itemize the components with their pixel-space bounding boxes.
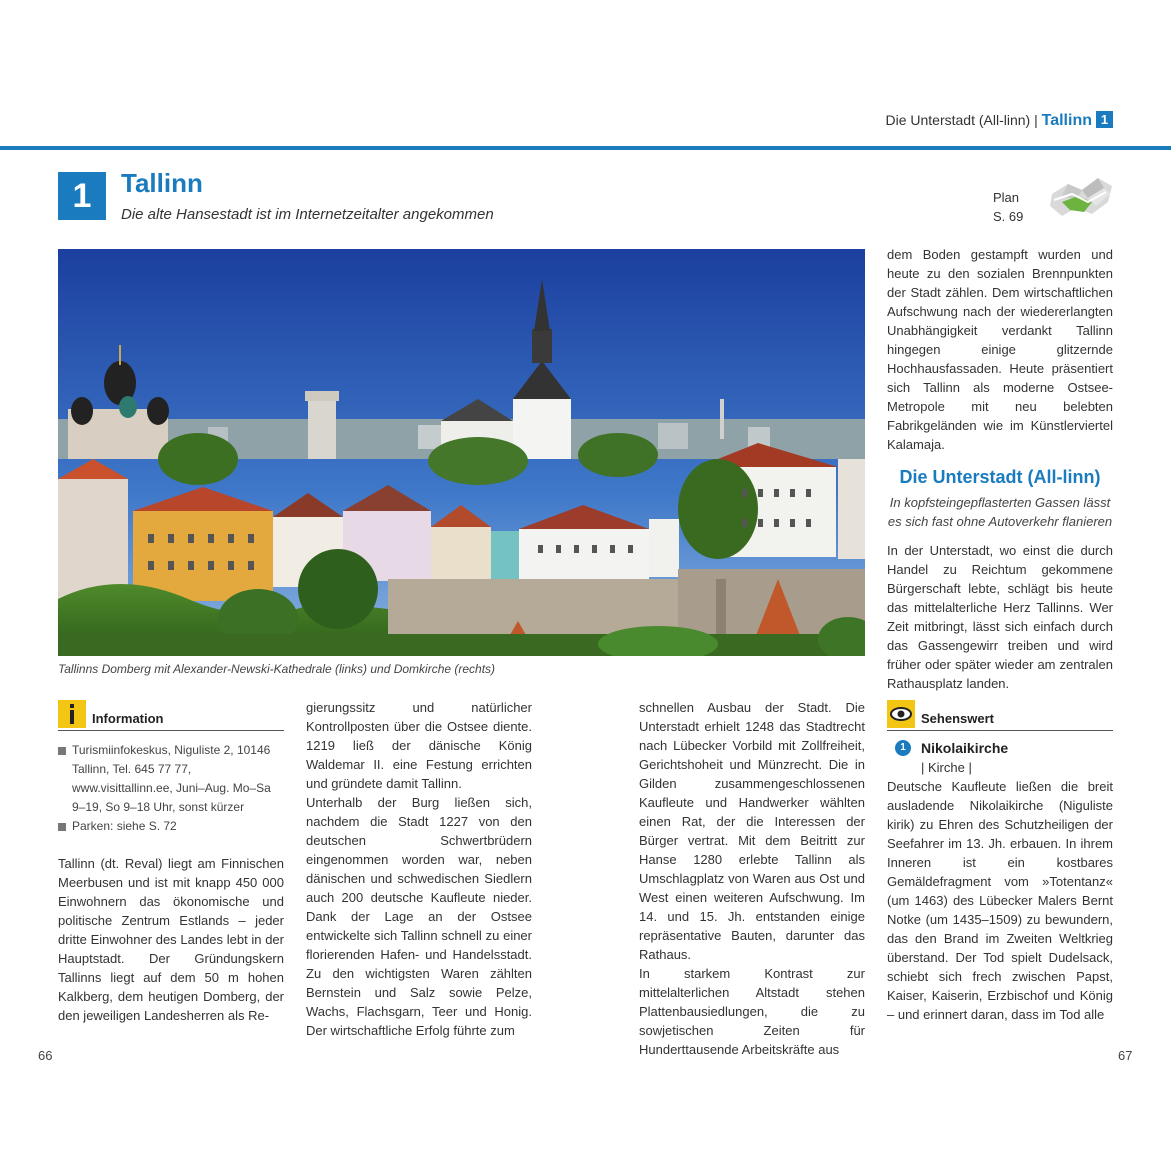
plan-reference	[993, 188, 1023, 226]
sight-name: Nikolaikirche	[921, 740, 1009, 756]
column-1	[58, 700, 284, 1025]
info-icon	[58, 700, 86, 728]
sights-box-label: Sehenswert	[921, 711, 994, 726]
running-head	[885, 111, 1113, 130]
info-list	[58, 741, 284, 836]
body-text-col3-p1: schnellen Ausbau der Stadt. Die Unterstadt erhielt 1248 das Stadtrecht nach Lübecker Vorbild mit Zollfreiheit, Gerichtshoheit und Münzrecht. Die in Gilden zusammengeschlossenen Kaufleute und Handwerker wählten einen Rat, der die Interessen der Bürger vertrat. Mit dem Beitritt zur Hanse 1280 erlebte Tallinn als Umschlagplatz von Waren aus Ost und West einen weiteren Aufschwung. Im 14. und 15. Jh. entstanden einige repräsentative Bauten, darunter das Rathaus.	[639, 700, 865, 962]
body-text-col1: Tallinn (dt. Reval) liegt am Finnischen Meerbusen und ist mit knapp 450 000 Einwohnern das ökonomische und politische Zentrum Estlands – jeder dritte Einwohner des Landes lebt in der Hauptstadt. Der Gründungskern Tallinns liegt auf dem 50 m hohen Kalkberg, dem heutigen Domberg, der den jeweiligen Landesherren als Re-	[58, 856, 284, 1023]
plan-label: Plan	[993, 190, 1020, 205]
chapter-number-badge: 1	[58, 172, 106, 220]
info-box-label: Information	[92, 711, 164, 726]
running-head-city: Tallinn	[1041, 112, 1092, 129]
running-head-chapter-badge: 1	[1096, 111, 1113, 128]
info-box-header	[58, 700, 284, 731]
running-head-section: Die Unterstadt (All-linn)	[885, 112, 1031, 128]
map-icon	[1048, 172, 1114, 222]
sight-heading	[887, 739, 1113, 759]
column-2	[306, 698, 532, 1040]
chapter-title: Tallinn	[121, 168, 203, 198]
column-4	[887, 245, 1113, 693]
page-number-left: 66	[38, 1048, 53, 1063]
sights-box-header	[887, 700, 1113, 731]
tallinn-panorama-photo	[58, 249, 865, 656]
chapter-subtitle: Die alte Hansestadt ist im Internetzeitalter angekommen	[121, 206, 494, 223]
section-text: In der Unterstadt, wo einst die durch Handel zu Reichtum gekommene Bürgerschaft lebte, schlägt bis heute das mittelalterliche Herz Tallinns. Wer Zeit mitbringt, lässt sich einfach durch das Gassengewirr treiben und wird früher oder später wieder am zentralen Rathausplatz landen.	[887, 543, 1113, 691]
column-3	[639, 698, 865, 1059]
page-number-right: 67	[1118, 1048, 1133, 1063]
body-text-col3-p2: In starkem Kontrast zur mittelalterlichen Altstadt stehen Plattenbausiedlungen, die zu sowjetischen Zeiten für Hunderttausende Arbeitskräfte aus	[639, 966, 865, 1057]
top-rule	[0, 146, 1171, 150]
plan-page: S. 69	[993, 209, 1024, 224]
sight-number-badge: 1	[895, 740, 911, 756]
section-heading: Die Unterstadt (All-linn)	[899, 467, 1101, 487]
section-subheading: In kopfsteingepflasterten Gassen lässt es sich fast ohne Autoverkehr flanieren	[887, 495, 1113, 529]
body-text-col2-p1: gierungssitz und natürlicher Kontrollposten über die Ostsee diente. 1219 ließ der dänische König Waldemar II. eine Festung errichten und gründete damit Tallinn.	[306, 700, 532, 791]
photo-caption: Tallinns Domberg mit Alexander-Newski-Kathedrale (links) und Domkirche (rechts)	[58, 662, 496, 676]
info-item: Turismiinfokeskus, Niguliste 2, 10146 Tallinn, Tel. 645 77 77, www.visittallinn.ee, Juni–Aug. Mo–Sa 9–19, So 9–18 Uhr, sonst kürzer	[58, 741, 284, 817]
sight-text: Deutsche Kaufleute ließen die breit ausladende Nikolaikirche (Niguliste kirik) zu Ehren des Schutzheiligen der Seefahrer im 13. Jh. erbauen. In ihrem Inneren ist ein kostbares Gemäldefragment vom »Totentanz« (um 1463) des Lübecker Malers Bernt Notke (um 1435–1509) zu bewundern, das den Brand im Zweiten Weltkrieg überstand. Der Tod spielt Dudelsack, schiebt sich frech zwischen Papst, Kaiser, Kaiserin, Erzbischof und König – und erinnert daran, dass im Tod alle	[887, 779, 1113, 1022]
body-text-col4-top: dem Boden gestampft wurden und heute zu den sozialen Brennpunkten der Stadt zählen. Dem wirtschaftlichen Aufschwung nach der wiedererlangten Unabhängigkeit verdankt Tallinn hingegen einige glitzernde Hochhausfassaden. Heute präsentiert sich Tallinn als moderne Ostsee-Metropole mit neu belebten Fabrikgeländen wie im Künstlerviertel Kalamaja.	[887, 247, 1113, 452]
eye-icon	[887, 700, 915, 728]
sights-column	[887, 700, 1113, 1024]
running-head-separator: |	[1034, 112, 1038, 128]
info-item: Parken: siehe S. 72	[58, 817, 284, 836]
body-text-col2-p2: Unterhalb der Burg ließen sich, nachdem die Stadt 1227 von den deutschen Schwertbrüdern eingenommen worden war, neben dänischen und schwedischen Siedlern auch 200 deutsche Kaufleute nieder. Dank der Lage an der Ostsee entwickelte sich Tallinn schnell zu einer florierenden Hafen- und Handelsstadt. Zu den wichtigsten Waren zählten Bernstein und Salz sowie Pelze, Wachs, Flachsgarn, Teer und Honig. Der wirtschaftliche Erfolg führte zum	[306, 795, 532, 1038]
sight-category: | Kirche |	[921, 760, 972, 775]
